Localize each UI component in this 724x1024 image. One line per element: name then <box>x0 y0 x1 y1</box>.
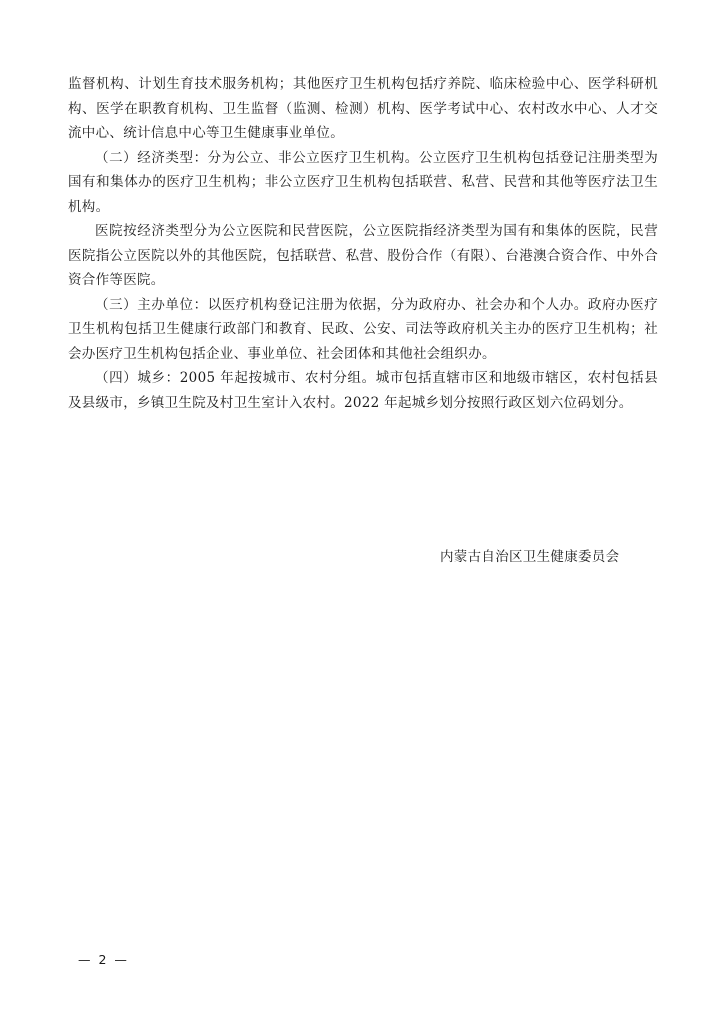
paragraph-sponsor-unit: （三）主办单位：以医疗机构登记注册为依据，分为政府办、社会办和个人办。政府办医疗卫生机构包括卫生健康行政部门和教育、民政、公安、司法等政府机关主办的医疗卫生机构；社会办医疗卫生机构包括企业、事业单位、社会团体和其他社会组织办。 <box>68 296 658 362</box>
paragraph-hospital-economic-type: 医院按经济类型分为公立医院和民营医院，公立医院指经济类型为国有和集体的医院，民营医院指公立医院以外的其他医院，包括联营、私营、股份合作（有限）、台港澳合资合作、中外合资合作等医院。 <box>68 223 658 288</box>
paragraph-institution-types: 监督机构、计划生育技术服务机构；其他医疗卫生机构包括疗养院、临床检验中心、医学科研机构、医学在职教育机构、卫生监督（监测、检测）机构、医学考试中心、农村改水中心、人才交流中心、统计信息中心等卫生健康事业单位。 <box>68 76 658 141</box>
paragraph-economic-type: （二）经济类型：分为公立、非公立医疗卫生机构。公立医疗卫生机构包括登记注册类型为国有和集体办的医疗卫生机构；非公立医疗卫生机构包括联营、私营、民营和其他等医疗法卫生机构。 <box>68 149 658 215</box>
page-number: — 2 — <box>78 952 129 967</box>
issuing-authority-signature: 内蒙古自治区卫生健康委员会 <box>440 549 620 565</box>
document-body <box>68 72 658 415</box>
paragraph-urban-rural: （四）城乡：2005 年起按城市、农村分组。城市包括直辖市区和地级市辖区，农村包括县及县级市，乡镇卫生院及村卫生室计入农村。2022 年起城乡划分按照行政区划六位码划分。 <box>68 370 658 411</box>
